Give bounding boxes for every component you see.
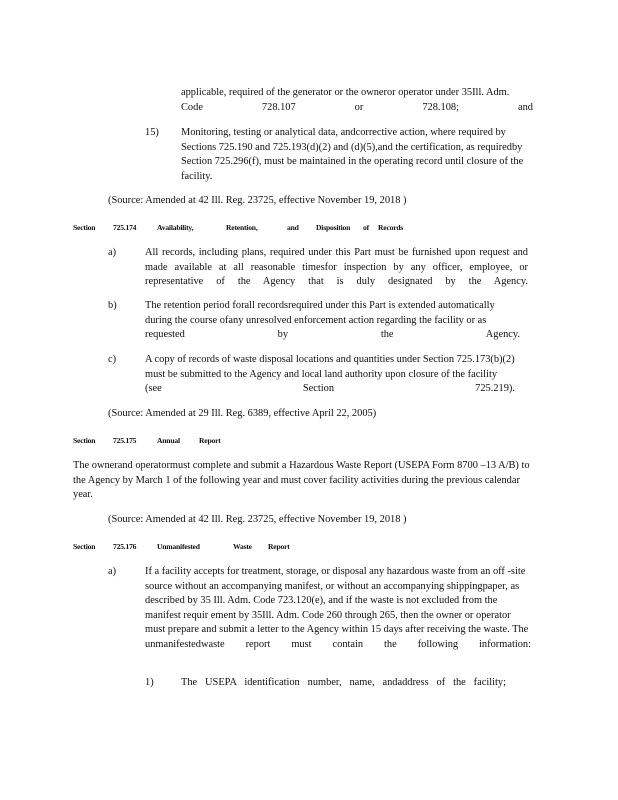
item-b-label: b) — [108, 300, 117, 311]
item-a-text: All records, including plans, required under this Part must be furnished upon request and made available at all reasonable timesfor inspection by any officer, employee, or representative of the Agency that is duly designated by the Agency. — [145, 247, 528, 288]
section-word: Section — [73, 223, 96, 232]
section-number: 725.174 — [113, 223, 137, 232]
source-note: (Source: Amended at 29 Ill. Reg. 6389, effective April 22, 2005) — [108, 408, 377, 419]
section-body: The ownerand operatormust complete and submit a Hazardous Waste Report (USEPA Form 8700 –13 A/B) to the Agency by March 1 of the following year and must cover facility activities during the previous calendar year. — [73, 460, 530, 501]
section-heading — [73, 436, 373, 448]
item-14-continuation: applicable, required of the generator or the owneror operator under 35Ill. Adm. Code 728.107 or 728.108; and — [181, 87, 533, 113]
section-word: Section — [73, 542, 96, 551]
section-word: Section — [73, 436, 96, 445]
item-c-label: c) — [108, 354, 117, 365]
sub-item-1-label: 1) — [145, 677, 154, 688]
section-heading — [73, 542, 373, 554]
section-title-word: Waste — [233, 542, 252, 551]
sub-item-1-text: The USEPA identification number, name, andaddress of the facility; — [181, 677, 506, 688]
source-note: (Source: Amended at 42 Ill. Reg. 23725, effective November 19, 2018 ) — [108, 195, 407, 206]
item-a-label: a) — [108, 566, 117, 577]
section-title-word: Report — [268, 542, 290, 551]
item-c-text: A copy of records of waste disposal locations and quantities under Section 725.173(b)(2) must be submitted to the Agency and local land authority upon closure of the facility (see Section 725.219). — [145, 354, 515, 395]
source-note: (Source: Amended at 42 Ill. Reg. 23725, effective November 19, 2018 ) — [108, 514, 407, 525]
item-15-label: 15) — [145, 127, 159, 138]
section-title-word: Records — [378, 223, 404, 232]
section-title-word: Retention, — [226, 223, 258, 232]
section-title-word: of — [363, 223, 369, 232]
item-a-label: a) — [108, 247, 117, 258]
section-title-word: Disposition — [316, 223, 351, 232]
section-number: 725.175 — [113, 436, 137, 445]
section-title-word: Unmanifested — [157, 542, 200, 551]
item-15-text: Monitoring, testing or analytical data, andcorrective action, where required by Sections 725.190 and 725.193(d)(2) and (d)(5),and the certification, as requiredby Section 725.296(f), must be maintained in the operating record until closure of the facility. — [181, 127, 524, 182]
item-a-text: If a facility accepts for treatment, storage, or disposal any hazardous waste from an off -site source without an accompanying manifest, or without an accompanying shippingpaper, as described by 35 Ill. Adm. Code 723.120(e), and if the waste is not excluded from the manifest requir ement by 35Ill. Adm. Code 260 through 265, then the owner or operator must prepare and submit a letter to the Agency within 15 days after receiving the waste. The unmanifestedwaste report must contain the following information: — [145, 566, 531, 650]
section-number: 725.176 — [113, 542, 137, 551]
section-heading — [73, 223, 523, 235]
section-title-word: Report — [199, 436, 221, 445]
section-title-word: and — [287, 223, 299, 232]
section-title-word: Annual — [157, 436, 180, 445]
section-title-word: Availability, — [157, 223, 194, 232]
item-b-text: The retention period forall recordsrequired under this Part is extended automatically during the course ofany unresolved enforcement action regarding the facility or as requested by the Agency. — [145, 300, 520, 341]
